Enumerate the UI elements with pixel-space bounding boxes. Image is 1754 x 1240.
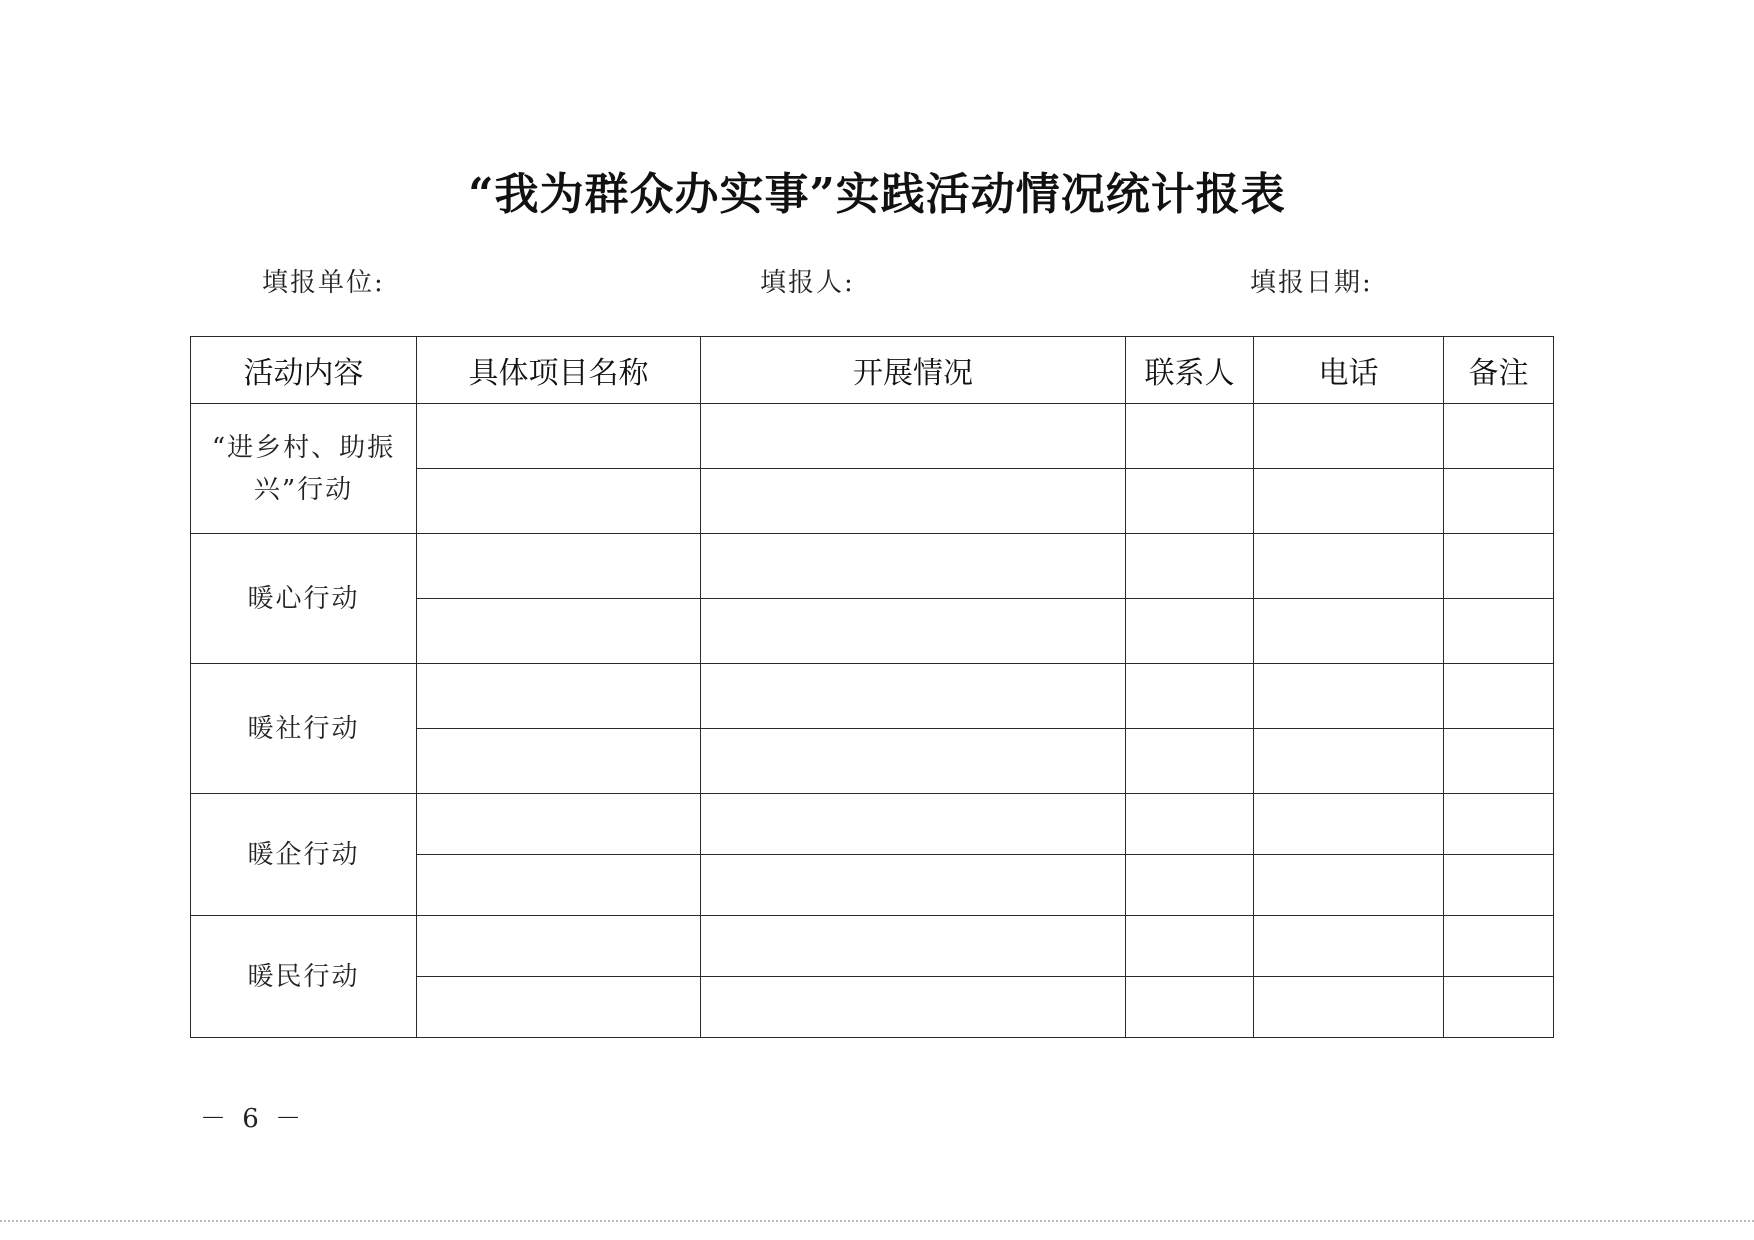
progress-cell[interactable] — [701, 729, 1126, 794]
phone-cell[interactable] — [1254, 729, 1444, 794]
remarks-cell[interactable] — [1444, 794, 1554, 855]
phone-cell[interactable] — [1254, 977, 1444, 1038]
remarks-cell[interactable] — [1444, 599, 1554, 664]
phone-cell[interactable] — [1254, 469, 1444, 534]
contact-person-cell[interactable] — [1126, 664, 1254, 729]
statistics-table — [190, 336, 1554, 1038]
table-row — [191, 404, 1554, 469]
project-name-cell[interactable] — [417, 855, 701, 916]
contact-person-cell[interactable] — [1126, 534, 1254, 599]
progress-cell[interactable] — [701, 855, 1126, 916]
project-name-cell[interactable] — [417, 729, 701, 794]
header-progress: 开展情况 — [701, 337, 1126, 404]
table-header-row — [191, 337, 1554, 404]
table-row — [191, 664, 1554, 729]
phone-cell[interactable] — [1254, 916, 1444, 977]
contact-person-cell[interactable] — [1126, 599, 1254, 664]
header-activity-content: 活动内容 — [191, 337, 417, 404]
contact-person-cell[interactable] — [1126, 977, 1254, 1038]
category-cell: 暖社行动 — [191, 664, 417, 794]
header-project-name: 具体项目名称 — [417, 337, 701, 404]
table-row — [191, 534, 1554, 599]
remarks-cell[interactable] — [1444, 534, 1554, 599]
progress-cell[interactable] — [701, 404, 1126, 469]
phone-cell[interactable] — [1254, 794, 1444, 855]
project-name-cell[interactable] — [417, 469, 701, 534]
remarks-cell[interactable] — [1444, 664, 1554, 729]
header-phone: 电话 — [1254, 337, 1444, 404]
progress-cell[interactable] — [701, 916, 1126, 977]
table-row — [191, 794, 1554, 855]
progress-cell[interactable] — [701, 664, 1126, 729]
progress-cell[interactable] — [701, 977, 1126, 1038]
project-name-cell[interactable] — [417, 916, 701, 977]
page-edge-divider — [0, 1220, 1754, 1222]
header-contact-person: 联系人 — [1126, 337, 1254, 404]
fill-date-label: 填报日期: — [1250, 268, 1373, 298]
progress-cell[interactable] — [701, 534, 1126, 599]
contact-person-cell[interactable] — [1126, 469, 1254, 534]
header-remarks: 备注 — [1444, 337, 1554, 404]
progress-cell[interactable] — [701, 794, 1126, 855]
contact-person-cell[interactable] — [1126, 855, 1254, 916]
contact-person-cell[interactable] — [1126, 729, 1254, 794]
category-cell: 暖心行动 — [191, 534, 417, 664]
phone-cell[interactable] — [1254, 534, 1444, 599]
remarks-cell[interactable] — [1444, 469, 1554, 534]
remarks-cell[interactable] — [1444, 855, 1554, 916]
remarks-cell[interactable] — [1444, 977, 1554, 1038]
project-name-cell[interactable] — [417, 794, 701, 855]
project-name-cell[interactable] — [417, 404, 701, 469]
page-number: － 6 － — [200, 1104, 306, 1134]
project-name-cell[interactable] — [417, 664, 701, 729]
table-row — [191, 916, 1554, 977]
fill-unit-label: 填报单位: — [262, 268, 385, 298]
phone-cell[interactable] — [1254, 404, 1444, 469]
contact-person-cell[interactable] — [1126, 404, 1254, 469]
progress-cell[interactable] — [701, 469, 1126, 534]
fill-person-label: 填报人: — [760, 268, 855, 298]
contact-person-cell[interactable] — [1126, 794, 1254, 855]
project-name-cell[interactable] — [417, 599, 701, 664]
contact-person-cell[interactable] — [1126, 916, 1254, 977]
category-cell: 暖民行动 — [191, 916, 417, 1038]
progress-cell[interactable] — [701, 599, 1126, 664]
remarks-cell[interactable] — [1444, 916, 1554, 977]
page-title: “我为群众办实事”实践活动情况统计报表 — [468, 169, 1286, 220]
category-cell: 暖企行动 — [191, 794, 417, 916]
phone-cell[interactable] — [1254, 599, 1444, 664]
phone-cell[interactable] — [1254, 855, 1444, 916]
phone-cell[interactable] — [1254, 664, 1444, 729]
remarks-cell[interactable] — [1444, 404, 1554, 469]
category-cell: “进乡村、助振兴”行动 — [191, 404, 417, 534]
project-name-cell[interactable] — [417, 534, 701, 599]
project-name-cell[interactable] — [417, 977, 701, 1038]
remarks-cell[interactable] — [1444, 729, 1554, 794]
